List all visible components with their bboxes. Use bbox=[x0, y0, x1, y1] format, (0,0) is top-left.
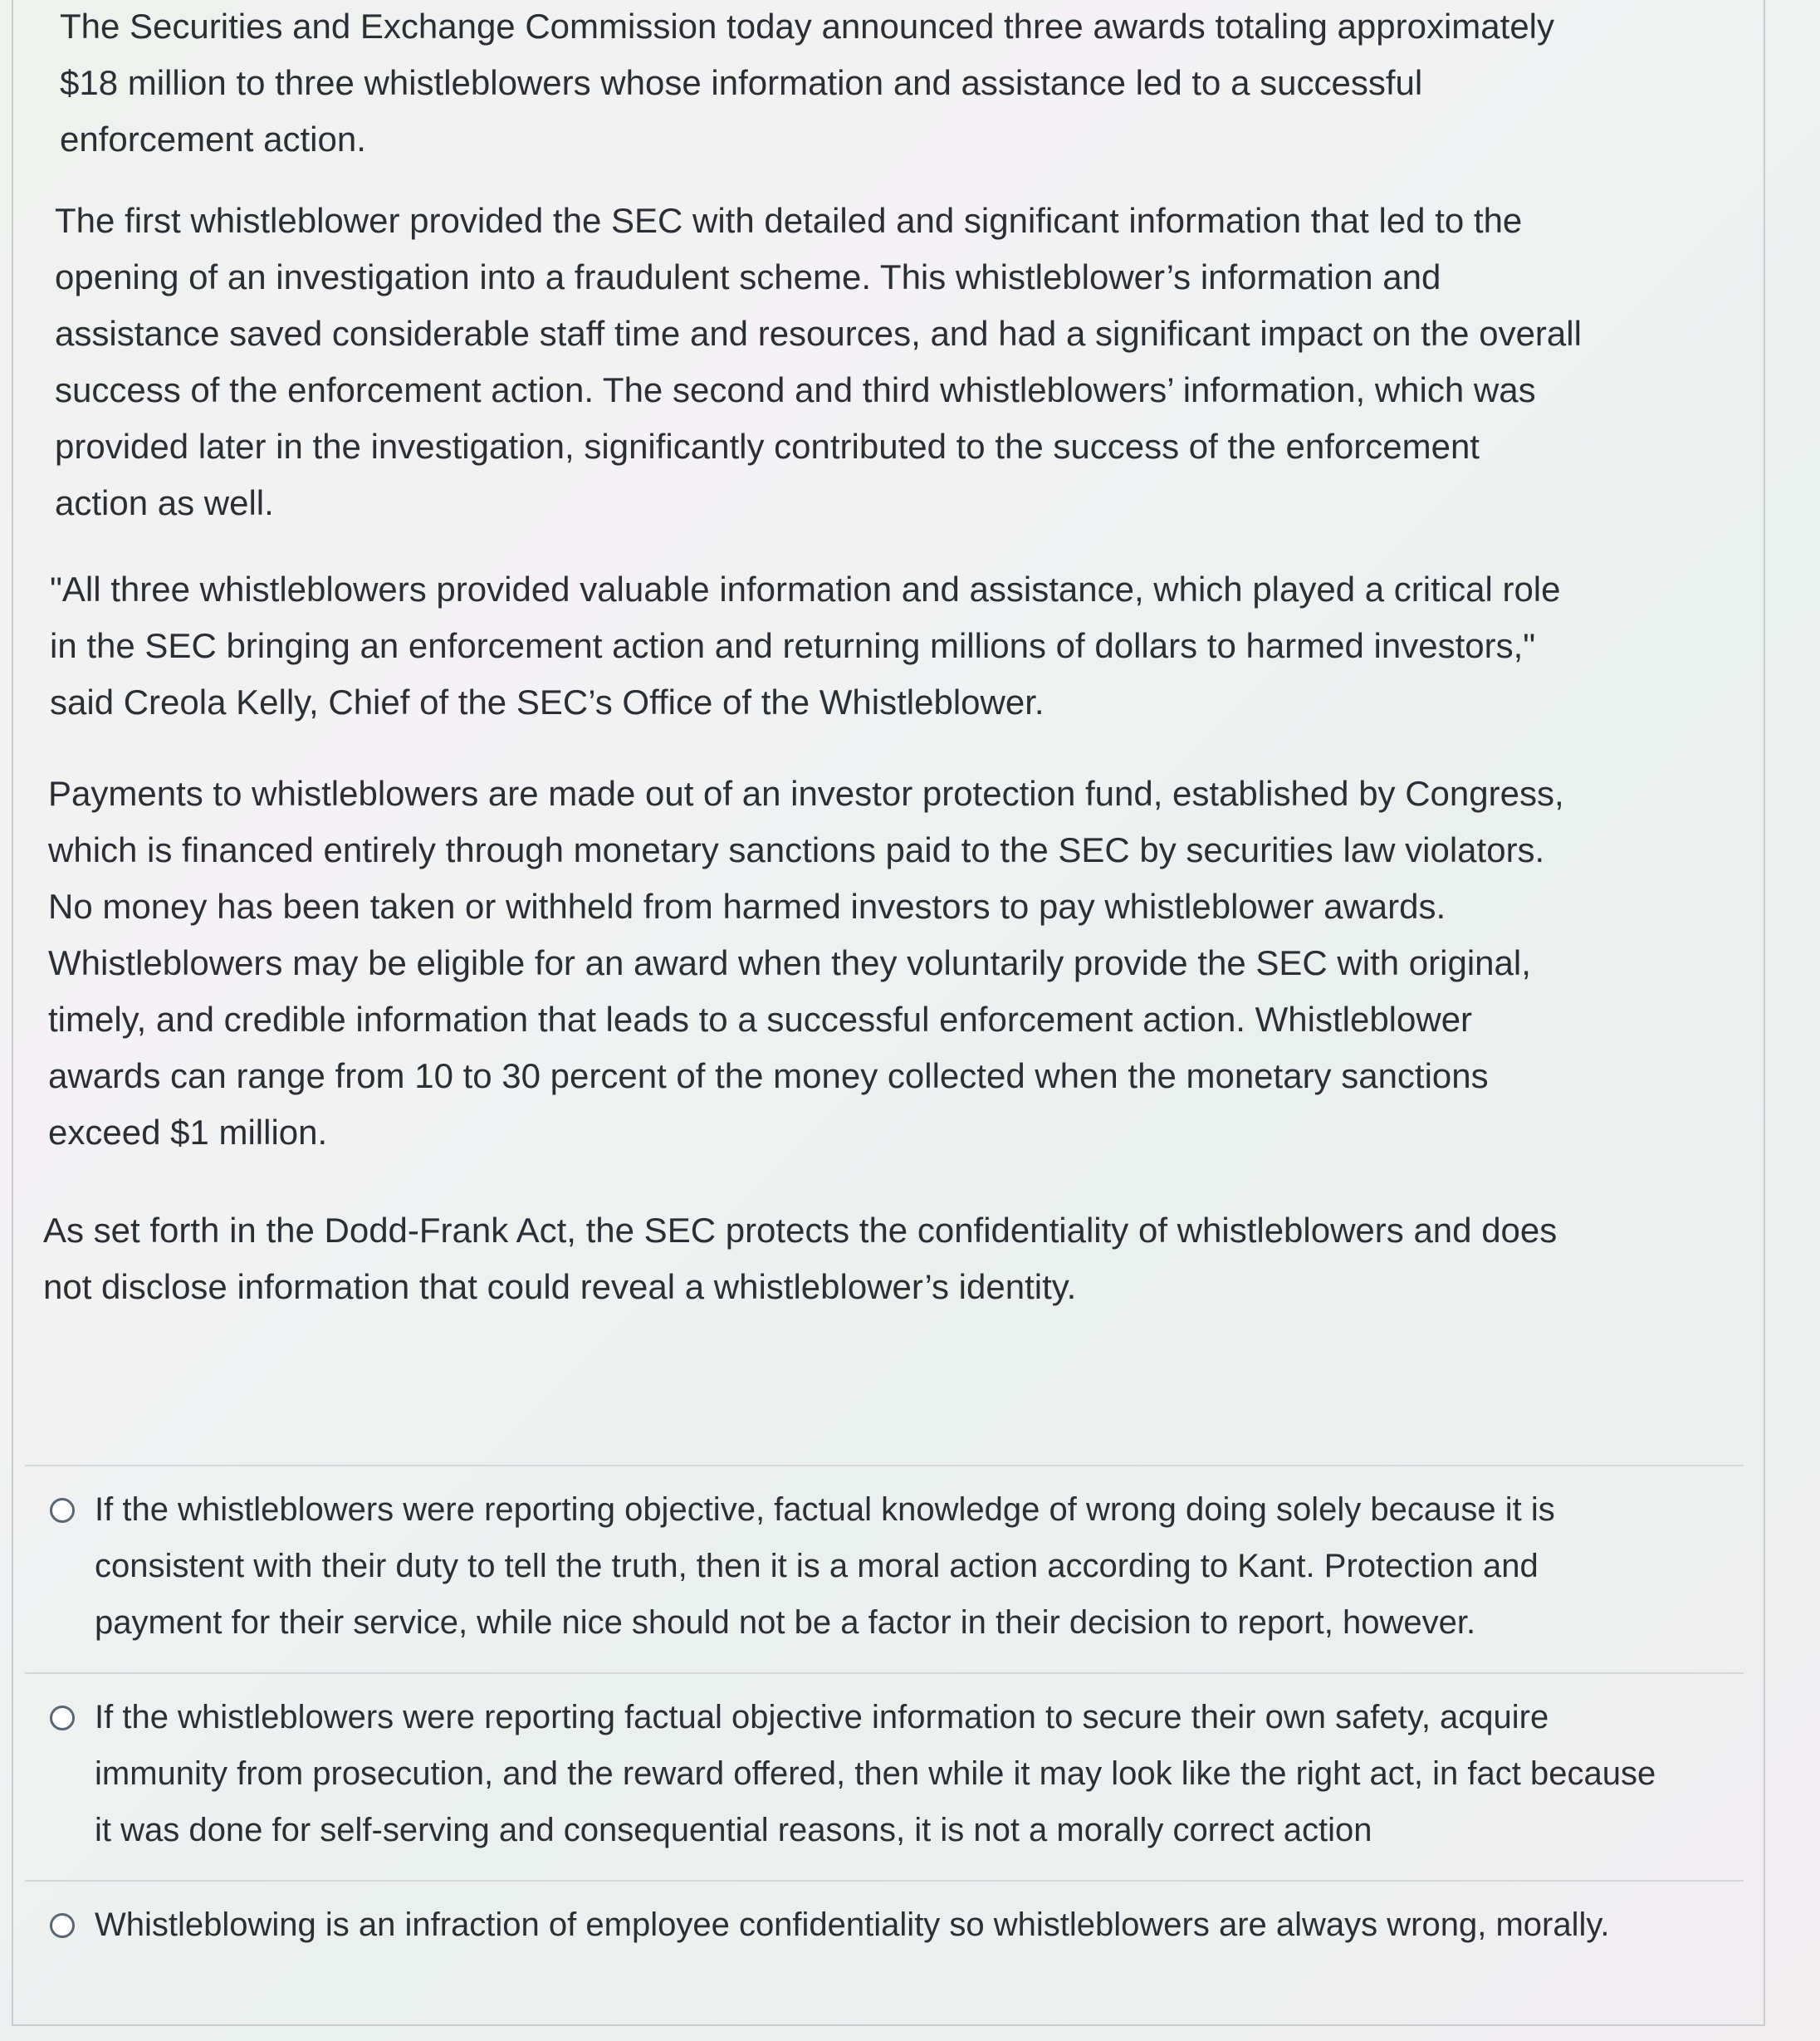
paragraph-first-whistleblower: The first whistleblower provided the SEC with detailed and significant information that led to the opening of an investigation into a fraudulent scheme. This whistleblower’s information and assistance saved considerable staff time and resources, and had a significant impact on the overall success of the enforcement action. The second and third whistleblowers’ information, which was provided later in the investigation, significantly contributed to the success of the enforcement action as well. bbox=[55, 201, 1582, 522]
answer-option-label: If the whistleblowers were reporting factual objective information to secure their own safety, acquire immunity from prosecution, and the reward offered, then while it may look like the right act, in fact because it was done for self-serving and consequential reasons, it is not a morally correct action bbox=[95, 1699, 1656, 1848]
answer-option-1[interactable] bbox=[25, 1466, 1752, 1672]
paragraph-announcement: The Securities and Exchange Commission today announced three awards totaling approximately $18 million to three whistleblowers whose information and assistance led to a successful enforcement action. bbox=[60, 7, 1555, 159]
radio-button-icon[interactable] bbox=[50, 1913, 75, 1938]
answer-options bbox=[25, 1465, 1752, 1986]
paragraph-payments: Payments to whistleblowers are made out of an investor protection fund, established by Congress, which is financed entirely through monetary sanctions paid to the SEC by securities law violators. No money has been taken or withheld from harmed investors to pay whistleblower awards. Whistleblowers may be eligible for an award when they voluntarily provide the SEC with original, timely, and credible information that leads to a successful enforcement action. Whistleblower awards can range from 10 to 30 percent of the money collected when the monetary sanctions exceed $1 million. bbox=[48, 774, 1564, 1152]
paragraph-confidentiality: As set forth in the Dodd-Frank Act, the SEC protects the confidentiality of whistleblowers and does not disclose information that could reveal a whistleblower’s identity. bbox=[43, 1211, 1558, 1306]
answer-option-3[interactable] bbox=[25, 1882, 1752, 1986]
paragraph-quote: "All three whistleblowers provided valuable information and assistance, which played a critical role in the SEC bringing an enforcement action and returning millions of dollars to harmed investors," said Creola Kelly, Chief of the SEC’s Office of the Whistleblower. bbox=[50, 570, 1561, 722]
radio-button-icon[interactable] bbox=[50, 1498, 75, 1523]
radio-button-icon[interactable] bbox=[50, 1706, 75, 1730]
answer-option-label: If the whistleblowers were reporting objective, factual knowledge of wrong doing solely because it is consistent with their duty to tell the truth, then it is a moral action according to Kant. Protection and payment for their service, while nice should not be a factor in their decision to report, however. bbox=[95, 1491, 1555, 1641]
answer-option-label: Whistleblowing is an infraction of employee confidentiality so whistleblowers are always wrong, morally. bbox=[95, 1906, 1610, 1943]
answer-option-2[interactable] bbox=[25, 1674, 1752, 1880]
